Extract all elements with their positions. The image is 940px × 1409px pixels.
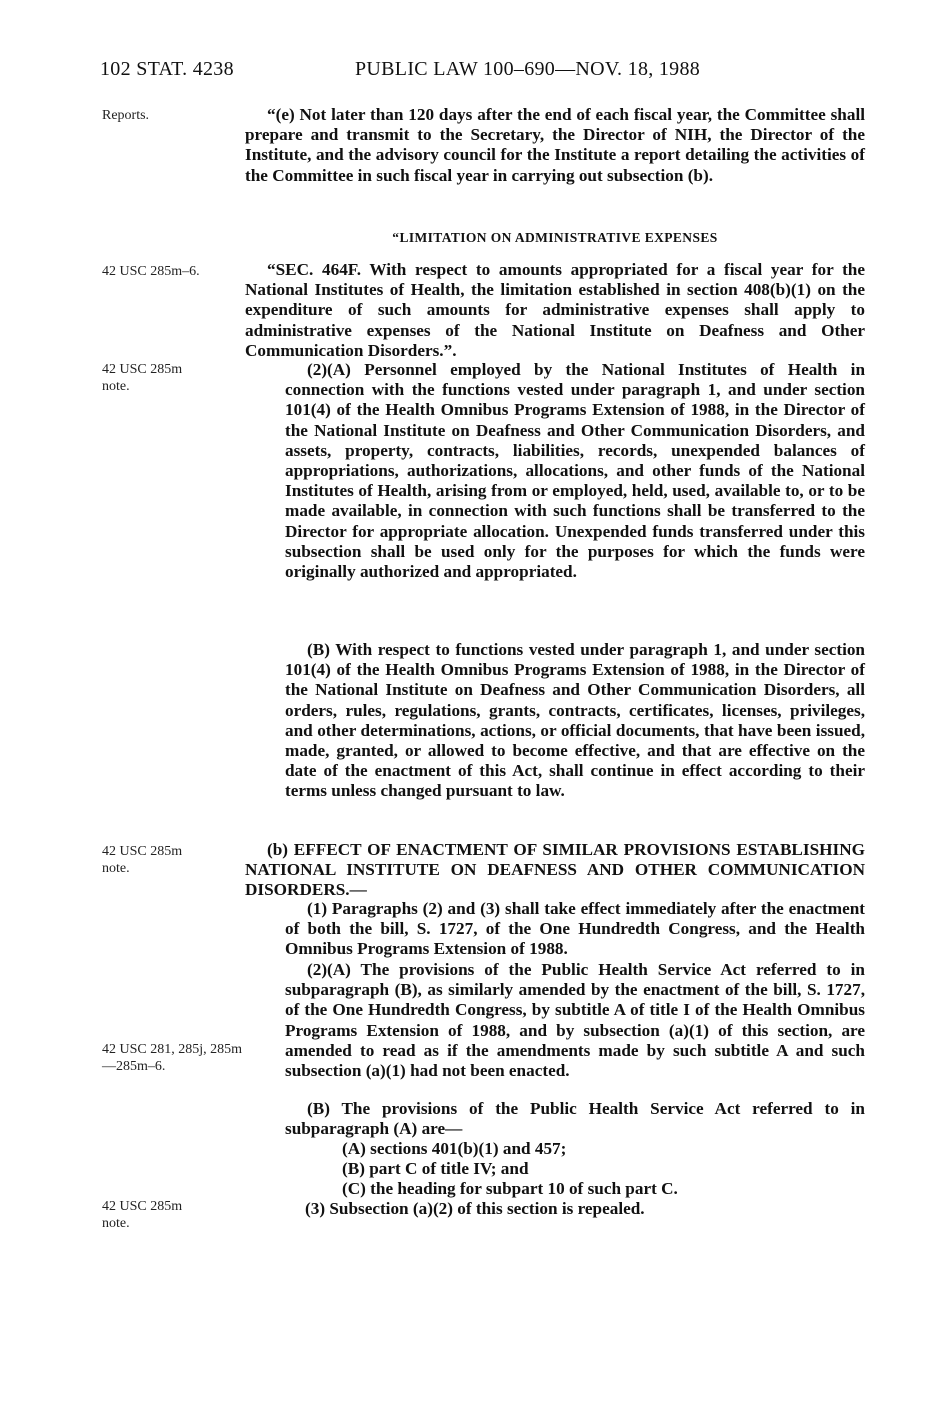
heading-limitation: “LIMITATION ON ADMINISTRATIVE EXPENSES: [392, 230, 718, 245]
margin-note-reports: Reports.: [102, 108, 150, 123]
margin-note-usc-285m-6: 42 USC 285m–6.: [102, 264, 200, 279]
margin-note-usc-285m-note: 42 USC 285m note.: [102, 362, 183, 394]
subsection-b-paragraph-1: (1) Paragraphs (2) and (3) shall take effect immediately after the enactment of both the bill, S. 1727, of the One Hundredth Congress, and the Health Omnibus Programs Extension of 1988.: [285, 899, 865, 959]
subsection-b-heading: (b) EFFECT OF ENACTMENT OF SIMILAR PROVISIONS ESTABLISHING NATIONAL INSTITUTE ON DEAFNESS AND OTHER COMMUNICATION DISORDERS.—: [245, 840, 865, 900]
paragraph-2a: (2)(A) Personnel employed by the National Institutes of Health in connection with the functions vested under paragraph 1, and under section 101(4) of the Health Omnibus Programs Extension of 1988, in the Director of the National Institute on Deafness and Other Communication Disorders, and assets, property, contracts, liabilities, records, unexpended balances of appropriations, authorizations, allocations, and other funds of the National Institutes of Health, arising from or employed, held, used, available to, or to be made available, in connection with such functions shall be transferred to the Director for appropriate allocation. Unexpended funds transferred under this subsection shall be used only for the purposes for which the funds were originally authorized and appropriated.: [285, 360, 865, 582]
list-item: (C) the heading for subpart 10 of such part C.: [342, 1179, 678, 1198]
list-item: (B) part C of title IV; and: [342, 1159, 529, 1178]
list-item: (A) sections 401(b)(1) and 457;: [342, 1139, 567, 1158]
paragraph-e: “(e) Not later than 120 days after the end of each fiscal year, the Committee shall prepare and transmit to the Secretary, the Director of NIH, the Director of the Institute, and the advisory council for the Institute a report detailing the activities of the Committee in such fiscal year in carrying out subsection (b).: [245, 105, 865, 185]
margin-note-usc-281: 42 USC 281, 285j, 285m—285m–6.: [102, 1042, 243, 1074]
subsection-b-paragraph-3: (3) Subsection (a)(2) of this section is repealed.: [305, 1199, 645, 1218]
margin-note-usc-285m-note-2: 42 USC 285m note.: [102, 844, 183, 876]
subsection-b-paragraph-2a: (2)(A) The provisions of the Public Health Service Act referred to in subparagraph (B), as similarly amended by the enactment of the bill, S. 1727, of the One Hundredth Congress, by subtitle A of title I of the Health Omnibus Programs Extension of 1988, and by subsection (a)(1) of this section, are amended to read as if the amendments made by such subtitle A and such subsection (a)(1) had not been enacted.: [285, 960, 865, 1081]
law-title: PUBLIC LAW 100–690—NOV. 18, 1988: [355, 58, 701, 80]
subsection-b-paragraph-2b: (B) The provisions of the Public Health Service Act referred to in subparagraph (A) are—: [285, 1099, 865, 1139]
page-header: [100, 58, 860, 88]
stat-reference: 102 STAT. 4238: [100, 58, 234, 80]
margin-note-usc-285m-note-3: 42 USC 285m note.: [102, 1199, 183, 1231]
section-464f: “SEC. 464F. With respect to amounts appropriated for a fiscal year for the National Institutes of Health, the limitation established in section 408(b)(1) on the expenditure of such amounts for administrative expenses shall apply to administrative expenses of the National Institute on Deafness and Other Communication Disorders.”.: [245, 260, 865, 360]
paragraph-2b: (B) With respect to functions vested under paragraph 1, and under section 101(4) of the Health Omnibus Programs Extension of 1988, in the Director of the National Institute on Deafness and Other Communication Disorders, all orders, rules, regulations, grants, contracts, certificates, licenses, privileges, and other determinations, actions, or official documents, that have been issued, made, granted, or allowed to become effective, and that are effective on the date of the enactment of this Act, shall continue in effect according to their terms unless changed pursuant to law.: [285, 640, 865, 801]
